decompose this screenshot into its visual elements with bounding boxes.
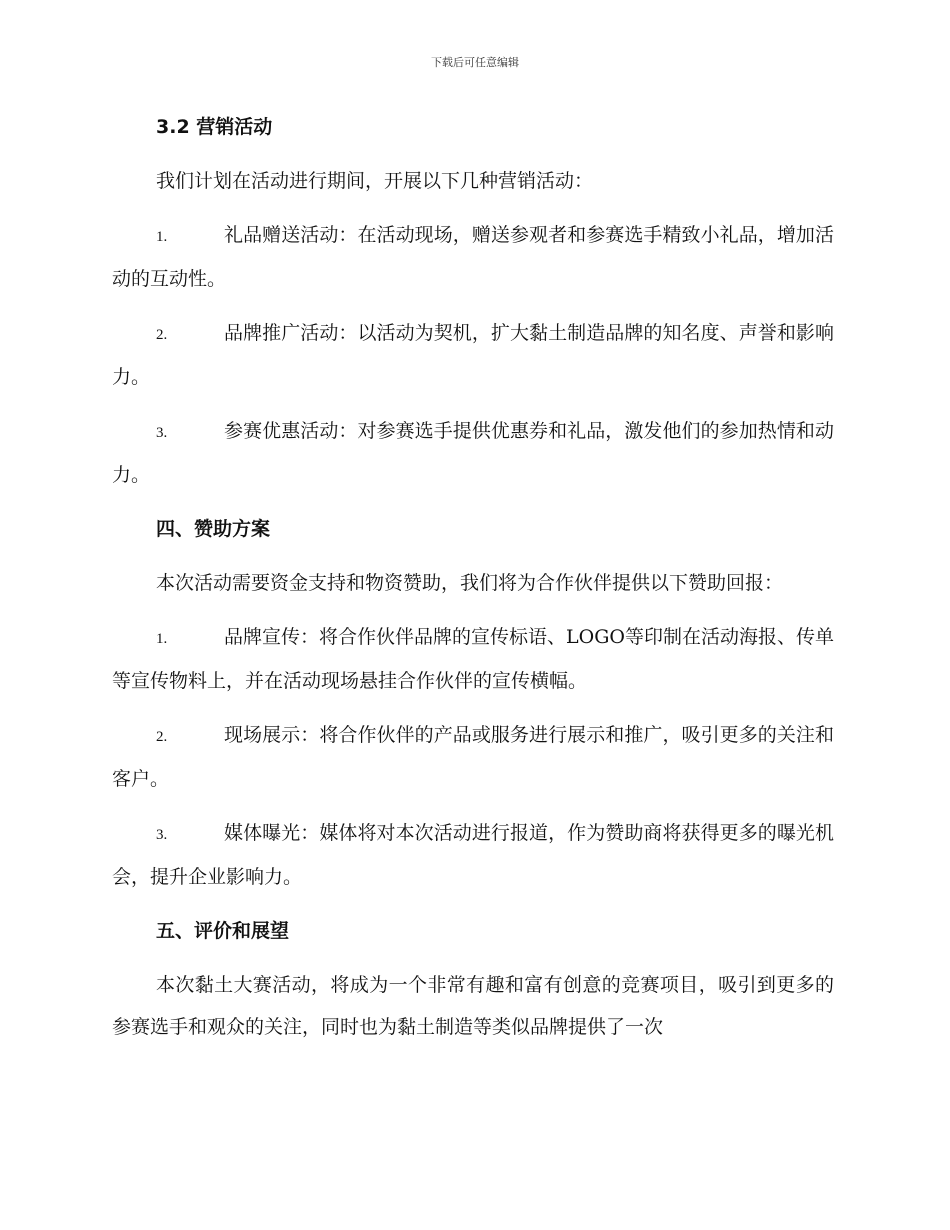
section-intro-4: 本次活动需要资金支持和物资赞助，我们将为合作伙伴提供以下赞助回报： — [156, 572, 784, 594]
list-item-number: 3. — [156, 425, 168, 441]
page-header: 下载后可任意编辑 — [431, 56, 519, 69]
list-item-number: 1. — [156, 229, 168, 245]
section-intro-3-2: 我们计划在活动进行期间，开展以下几种营销活动： — [156, 170, 594, 192]
document-body — [112, 106, 834, 1060]
section-heading-4: 四、赞助方案 — [156, 518, 271, 540]
section-paragraph-5: 本次黏土大赛活动，将成为一个非常有趣和富有创意的竞赛项目，吸引到更多的参赛选手和观众的关注，同时也为黏土制造等类似品牌提供了一次 — [112, 974, 834, 1038]
list-item — [112, 214, 834, 300]
list-item-number: 2. — [156, 729, 168, 745]
section-heading-5: 五、评价和展望 — [156, 920, 290, 942]
list-item-text: 品牌宣传：将合作伙伴品牌的宣传标语、LOGO等印制在活动海报、传单等宣传物料上，并在活动现场悬挂合作伙伴的宣传横幅。 — [112, 626, 834, 692]
list-item-number: 3. — [156, 827, 168, 843]
list-item — [112, 616, 834, 702]
list-item — [112, 410, 834, 496]
list-item — [112, 714, 834, 800]
list-item-number: 1. — [156, 631, 168, 647]
list-item-text: 礼品赠送活动：在活动现场，赠送参观者和参赛选手精致小礼品，增加活动的互动性。 — [112, 224, 834, 290]
section-heading-3-2: 3.2 营销活动 — [156, 116, 273, 138]
list-item — [112, 312, 834, 398]
list-item — [112, 812, 834, 898]
list-item-text: 现场展示：将合作伙伴的产品或服务进行展示和推广，吸引更多的关注和客户。 — [112, 724, 834, 790]
list-item-text: 媒体曝光：媒体将对本次活动进行报道，作为赞助商将获得更多的曝光机会，提升企业影响力。 — [112, 822, 834, 888]
list-item-text: 参赛优惠活动：对参赛选手提供优惠券和礼品，激发他们的参加热情和动力。 — [112, 420, 834, 486]
list-item-text: 品牌推广活动：以活动为契机，扩大黏土制造品牌的知名度、声誉和影响力。 — [112, 322, 834, 388]
list-item-number: 2. — [156, 327, 168, 343]
